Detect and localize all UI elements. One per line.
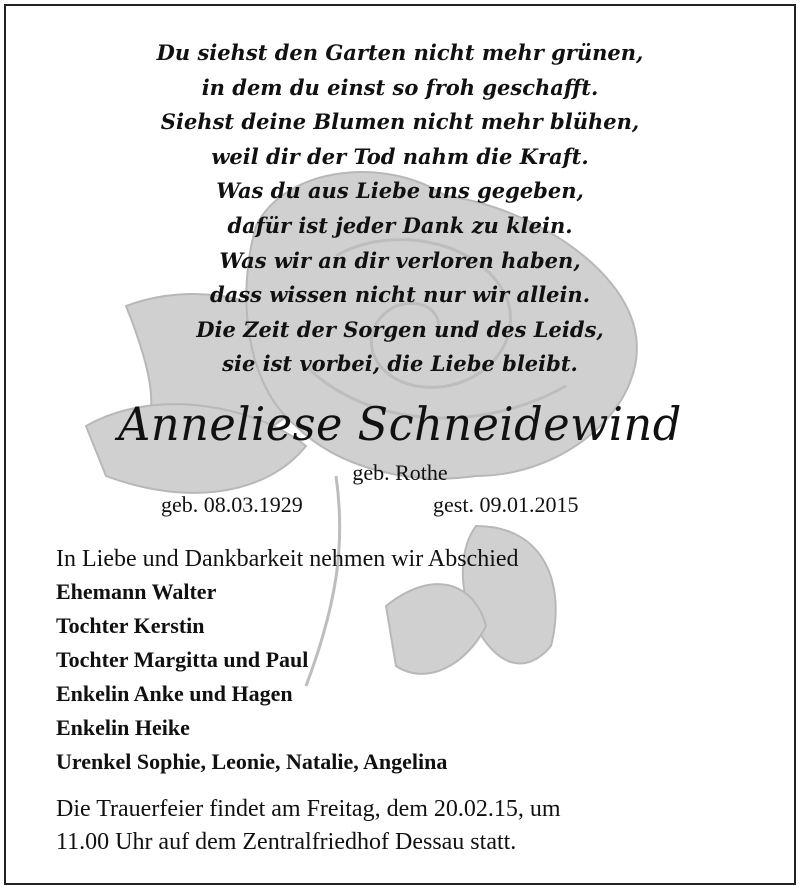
- poem-line: sie ist vorbei, die Liebe bleibt.: [222, 351, 578, 377]
- maiden-name: geb. Rothe: [352, 460, 448, 485]
- poem-line: in dem du einst so froh geschafft.: [201, 74, 599, 100]
- poem-line: dass wissen nicht nur wir allein.: [209, 282, 591, 308]
- poem-line: Siehst deine Blumen nicht mehr blühen,: [160, 109, 640, 135]
- mourner-item: Tochter Kerstin: [56, 613, 205, 638]
- funeral-line: Die Trauerfeier findet am Freitag, dem 20.02.15, um: [56, 796, 561, 822]
- mourner-item: Tochter Margitta und Paul: [56, 647, 309, 672]
- life-dates: [161, 490, 579, 520]
- mourner-item: Ehemann Walter: [56, 579, 217, 604]
- obituary-notice: [4, 4, 796, 885]
- poem-line: dafür ist jeder Dank zu klein.: [227, 212, 573, 238]
- poem-line: Was wir an dir verloren haben,: [219, 247, 581, 273]
- mourners-list: [56, 575, 447, 779]
- mourner-item: Enkelin Anke und Hagen: [56, 681, 293, 706]
- mourner-item: Enkelin Heike: [56, 715, 190, 740]
- mourner-item: Urenkel Sophie, Leonie, Natalie, Angelina: [56, 749, 448, 774]
- poem-line: weil dir der Tod nahm die Kraft.: [211, 143, 589, 169]
- funeral-line: 11.00 Uhr auf dem Zentralfriedhof Dessau statt.: [56, 829, 517, 855]
- deceased-name: Anneliese Schneidewind: [118, 397, 682, 451]
- birth-date: geb. 08.03.1929: [161, 492, 303, 517]
- poem: [6, 36, 794, 382]
- poem-line: Die Zeit der Sorgen und des Leids,: [196, 316, 604, 342]
- farewell-text: In Liebe und Dankbarkeit nehmen wir Abschied: [56, 546, 519, 572]
- poem-line: Was du aus Liebe uns gegeben,: [216, 178, 584, 204]
- death-date: gest. 09.01.2015: [433, 492, 579, 517]
- funeral-info: [56, 793, 561, 859]
- poem-line: Du siehst den Garten nicht mehr grünen,: [156, 40, 644, 65]
